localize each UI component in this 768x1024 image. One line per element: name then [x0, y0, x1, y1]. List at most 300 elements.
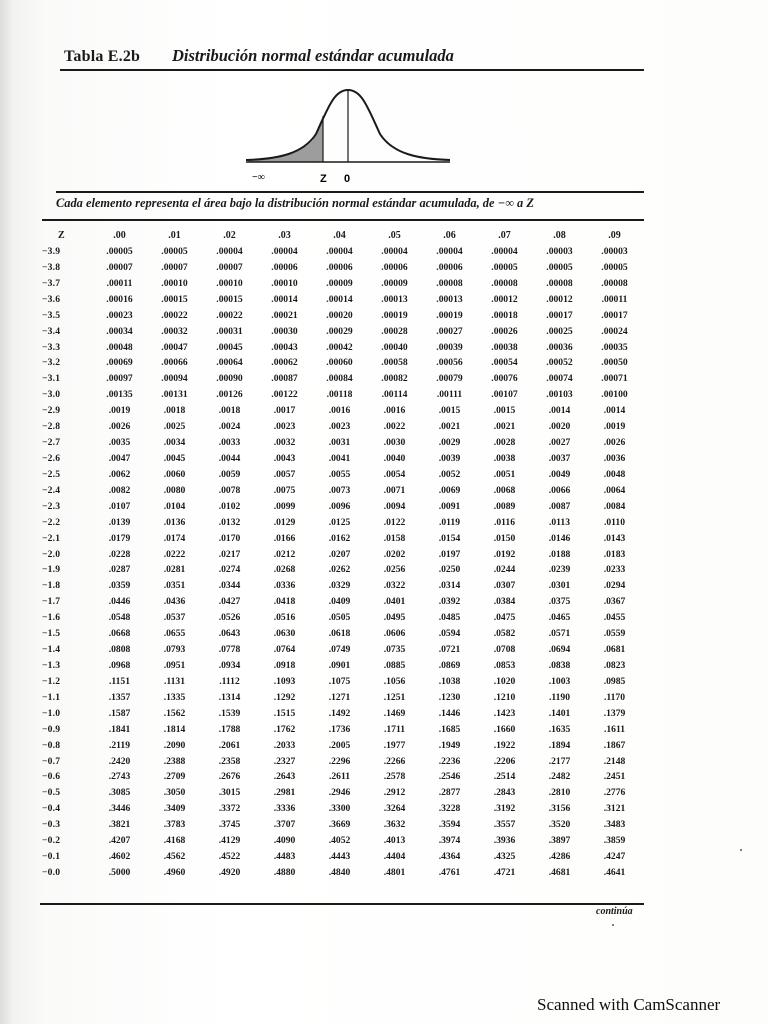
probability-cell: .0060 [163, 468, 186, 480]
probability-cell: .00023 [106, 309, 133, 321]
z-value-cell: −0.1 [42, 851, 61, 863]
probability-cell: .0057 [273, 468, 296, 480]
probability-cell: .00014 [326, 293, 353, 305]
probability-cell: .0427 [218, 596, 241, 608]
probability-cell: .0091 [438, 500, 461, 512]
probability-cell: .3745 [218, 819, 241, 831]
probability-cell: .00048 [106, 341, 133, 353]
probability-cell: .00012 [491, 293, 518, 305]
z-value-cell: −1.6 [42, 612, 61, 624]
header-z: Z [58, 229, 65, 241]
probability-cell: .0062 [108, 468, 131, 480]
probability-cell: .0239 [548, 564, 571, 576]
probability-cell: .0401 [383, 596, 406, 608]
table-row [42, 801, 642, 817]
probability-cell: .2743 [108, 771, 131, 783]
probability-cell: .00034 [106, 325, 133, 337]
probability-cell: .0559 [603, 628, 626, 640]
probability-cell: .00009 [326, 277, 353, 289]
table-row [42, 562, 642, 578]
probability-cell: .0183 [603, 548, 626, 560]
table-heading: Distribución normal estándar acumulada [172, 46, 454, 65]
probability-cell: .3520 [548, 819, 571, 831]
probability-cell: .0526 [218, 612, 241, 624]
z-value-cell: −2.7 [42, 437, 61, 449]
probability-cell: .0022 [383, 421, 406, 433]
probability-cell: .0087 [548, 500, 571, 512]
probability-cell: .4090 [273, 835, 296, 847]
header-top-rule [42, 219, 644, 221]
probability-cell: .0019 [108, 405, 131, 417]
probability-cell: .3336 [273, 803, 296, 815]
probability-cell: .0307 [493, 580, 516, 592]
table-row [42, 658, 642, 674]
probability-cell: .0015 [493, 405, 516, 417]
table-row [42, 451, 642, 467]
probability-cell: .0041 [328, 452, 351, 464]
probability-cell: .0113 [548, 516, 571, 528]
probability-cell: .1210 [493, 691, 516, 703]
table-row [42, 324, 642, 340]
title-underline [60, 69, 644, 71]
probability-cell: .2709 [163, 771, 186, 783]
probability-cell: .00011 [106, 277, 133, 289]
probability-cell: .0119 [438, 516, 461, 528]
probability-cell: .0838 [548, 659, 571, 671]
probability-cell: .2578 [383, 771, 406, 783]
probability-cell: .4960 [163, 866, 186, 878]
table-row [42, 340, 642, 356]
header-col: .03 [278, 229, 291, 241]
probability-cell: .0039 [438, 452, 461, 464]
probability-cell: .0571 [548, 628, 571, 640]
probability-cell: .00040 [381, 341, 408, 353]
probability-cell: .1539 [218, 707, 241, 719]
table-row [42, 499, 642, 515]
table-row [42, 754, 642, 770]
probability-cell: .0017 [273, 405, 296, 417]
table-row [42, 547, 642, 563]
probability-cell: .00084 [326, 373, 353, 385]
probability-cell: .1151 [108, 675, 131, 687]
z-value-cell: −0.5 [42, 787, 61, 799]
neg-inf-label: −∞ [252, 172, 265, 183]
probability-cell: .00006 [271, 261, 298, 273]
probability-cell: .00097 [106, 373, 133, 385]
probability-cell: .2388 [163, 755, 186, 767]
probability-cell: .0014 [603, 405, 626, 417]
probability-cell: .0268 [273, 564, 296, 576]
page-edge-shadow [0, 0, 14, 1024]
probability-cell: .1515 [273, 707, 296, 719]
probability-cell: .4443 [328, 851, 351, 863]
probability-cell: .1736 [328, 723, 351, 735]
header-col: .08 [553, 229, 566, 241]
probability-cell: .0036 [603, 452, 626, 464]
probability-cell: .0455 [603, 612, 626, 624]
probability-cell: .00013 [381, 293, 408, 305]
probability-cell: .3300 [328, 803, 351, 815]
probability-cell: .0032 [273, 437, 296, 449]
probability-cell: .0207 [328, 548, 351, 560]
z-value-cell: −1.0 [42, 707, 61, 719]
probability-cell: .00032 [161, 325, 188, 337]
probability-cell: .00079 [436, 373, 463, 385]
probability-cell: .0047 [108, 452, 131, 464]
probability-cell: .00050 [601, 357, 628, 369]
probability-cell: .0122 [383, 516, 406, 528]
probability-cell: .2327 [273, 755, 296, 767]
probability-cell: .0054 [383, 468, 406, 480]
probability-cell: .0059 [218, 468, 241, 480]
probability-cell: .0146 [548, 532, 571, 544]
header-col: .05 [388, 229, 401, 241]
header-col: .00 [113, 229, 126, 241]
probability-cell: .00126 [216, 389, 243, 401]
probability-cell: .3821 [108, 819, 131, 831]
header-col: .09 [608, 229, 621, 241]
probability-cell: .1446 [438, 707, 461, 719]
z-value-cell: −3.3 [42, 341, 61, 353]
table-body [42, 244, 642, 881]
camscanner-watermark: Scanned with CamScanner [537, 995, 721, 1014]
probability-cell: .0064 [603, 484, 626, 496]
probability-cell: .00010 [216, 277, 243, 289]
probability-cell: .2810 [548, 787, 571, 799]
probability-cell: .00038 [491, 341, 518, 353]
probability-cell: .0869 [438, 659, 461, 671]
z-value-cell: −0.2 [42, 835, 61, 847]
probability-cell: .0052 [438, 468, 461, 480]
probability-cell: .2643 [273, 771, 296, 783]
probability-cell: .00004 [326, 246, 353, 257]
probability-cell: .0116 [493, 516, 516, 528]
probability-cell: .0301 [548, 580, 571, 592]
probability-cell: .00004 [436, 246, 463, 257]
z-value-cell: −2.9 [42, 405, 61, 417]
table-header-row [42, 226, 642, 244]
probability-cell: .1401 [548, 707, 571, 719]
probability-cell: .0043 [273, 452, 296, 464]
probability-cell: .0228 [108, 548, 131, 560]
probability-cell: .1587 [108, 707, 131, 719]
probability-cell: .0023 [273, 421, 296, 433]
probability-cell: .0681 [603, 644, 626, 656]
table-row [42, 642, 642, 658]
probability-cell: .1170 [603, 691, 626, 703]
probability-cell: .00019 [381, 309, 408, 321]
z-value-cell: −1.5 [42, 628, 61, 640]
probability-cell: .00007 [161, 261, 188, 273]
probability-cell: .00135 [106, 389, 133, 401]
header-col: .01 [168, 229, 181, 241]
table-caption: Cada elemento representa el área bajo la distribución normal estándar acumulada, de −∞ a Z [56, 196, 534, 210]
probability-cell: .00090 [216, 373, 243, 385]
probability-cell: .00094 [161, 373, 188, 385]
probability-cell: .0166 [273, 532, 296, 544]
probability-cell: .0174 [163, 532, 186, 544]
probability-cell: .1112 [219, 675, 240, 687]
table-row [42, 578, 642, 594]
probability-cell: .2776 [603, 787, 626, 799]
probability-cell: .00012 [546, 293, 573, 305]
probability-cell: .00111 [436, 389, 463, 401]
probability-cell: .0322 [383, 580, 406, 592]
probability-cell: .1562 [163, 707, 186, 719]
probability-cell: .00025 [546, 325, 573, 337]
probability-cell: .2420 [108, 755, 131, 767]
probability-cell: .1093 [273, 675, 296, 687]
probability-cell: .0222 [163, 548, 186, 560]
table-bottom-rule [40, 903, 644, 905]
probability-cell: .4522 [218, 851, 241, 863]
probability-cell: .00122 [271, 389, 298, 401]
probability-cell: .00069 [106, 357, 133, 369]
probability-cell: .4880 [273, 866, 296, 878]
table-row [42, 403, 642, 419]
probability-cell: .00008 [436, 277, 463, 289]
probability-cell: .00042 [326, 341, 353, 353]
probability-cell: .00005 [601, 261, 628, 273]
probability-cell: .00035 [601, 341, 628, 353]
z-value-cell: −2.0 [42, 548, 61, 560]
probability-cell: .0019 [603, 421, 626, 433]
probability-cell: .3192 [493, 803, 516, 815]
probability-cell: .00015 [216, 293, 243, 305]
probability-cell: .3372 [218, 803, 241, 815]
probability-cell: .4013 [383, 835, 406, 847]
table-row [42, 387, 642, 403]
probability-cell: .0446 [108, 596, 131, 608]
table-row [42, 610, 642, 626]
probability-cell: .0256 [383, 564, 406, 576]
probability-cell: .1131 [163, 675, 186, 687]
table-row [42, 355, 642, 371]
probability-cell: .00016 [106, 293, 133, 305]
probability-cell: .2090 [163, 739, 186, 751]
table-row [42, 276, 642, 292]
table-row [42, 706, 642, 722]
probability-cell: .0031 [328, 437, 351, 449]
z-value-cell: −1.3 [42, 659, 61, 671]
probability-cell: .00074 [546, 373, 573, 385]
z-value-cell: −3.0 [42, 389, 61, 401]
table-title [62, 46, 642, 68]
probability-cell: .0035 [108, 437, 131, 449]
probability-cell: .00020 [326, 309, 353, 321]
probability-cell: .00045 [216, 341, 243, 353]
probability-cell: .0158 [383, 532, 406, 544]
normal-curve-svg [238, 82, 458, 190]
probability-cell: .1020 [493, 675, 516, 687]
probability-cell: .1841 [108, 723, 131, 735]
probability-cell: .0038 [493, 452, 516, 464]
probability-cell: .0080 [163, 484, 186, 496]
probability-cell: .0125 [328, 516, 351, 528]
probability-cell: .0287 [108, 564, 131, 576]
probability-cell: .0068 [493, 484, 516, 496]
probability-cell: .1003 [548, 675, 571, 687]
probability-cell: .3783 [163, 819, 186, 831]
z-value-cell: −1.1 [42, 691, 61, 703]
probability-cell: .3897 [548, 835, 571, 847]
table-label: Tabla E.2b [64, 48, 141, 65]
probability-cell: .00017 [601, 309, 628, 321]
table-row [42, 371, 642, 387]
probability-cell: .0030 [383, 437, 406, 449]
probability-cell: .00107 [491, 389, 518, 401]
probability-cell: .1038 [438, 675, 461, 687]
probability-cell: .4681 [548, 866, 571, 878]
table-row [42, 674, 642, 690]
z-value-cell: −0.6 [42, 771, 61, 783]
probability-cell: .00024 [601, 325, 628, 337]
probability-cell: .0089 [493, 500, 516, 512]
probability-cell: .00028 [381, 325, 408, 337]
probability-cell: .1423 [493, 707, 516, 719]
z-value-cell: −1.4 [42, 644, 61, 656]
probability-cell: .00017 [546, 309, 573, 321]
probability-cell: .00004 [381, 246, 408, 257]
probability-cell: .4325 [493, 851, 516, 863]
probability-cell: .0055 [328, 468, 351, 480]
normal-curve-figure [238, 82, 458, 190]
dust-speck [612, 924, 614, 926]
probability-cell: .0537 [163, 612, 186, 624]
dust-speck [740, 849, 742, 851]
probability-cell: .00006 [381, 261, 408, 273]
probability-cell: .0015 [438, 405, 461, 417]
probability-cell: .0040 [383, 452, 406, 464]
table-row [42, 483, 642, 499]
probability-cell: .1977 [383, 739, 406, 751]
z-value-cell: −0.0 [42, 866, 61, 878]
table-row [42, 594, 642, 610]
probability-cell: .0853 [493, 659, 516, 671]
table-row [42, 817, 642, 833]
probability-cell: .1492 [328, 707, 351, 719]
probability-cell: .00021 [271, 309, 298, 321]
probability-cell: .0094 [383, 500, 406, 512]
probability-cell: .0084 [603, 500, 626, 512]
z-value-cell: −0.3 [42, 819, 61, 831]
probability-cell: .00004 [216, 246, 243, 257]
probability-cell: .0075 [273, 484, 296, 496]
probability-cell: .0099 [273, 500, 296, 512]
probability-cell: .0643 [218, 628, 241, 640]
probability-cell: .0033 [218, 437, 241, 449]
probability-cell: .0096 [328, 500, 351, 512]
probability-cell: .0069 [438, 484, 461, 496]
probability-cell: .2061 [218, 739, 241, 751]
probability-cell: .2266 [383, 755, 406, 767]
probability-cell: .1251 [383, 691, 406, 703]
probability-cell: .00005 [106, 246, 133, 257]
probability-cell: .00131 [161, 389, 188, 401]
header-col: .04 [333, 229, 346, 241]
probability-cell: .0329 [328, 580, 351, 592]
probability-cell: .1762 [273, 723, 296, 735]
probability-cell: .00010 [271, 277, 298, 289]
probability-cell: .1056 [383, 675, 406, 687]
z-value-cell: −0.9 [42, 723, 61, 735]
probability-cell: .1867 [603, 739, 626, 751]
probability-cell: .00030 [271, 325, 298, 337]
probability-cell: .00031 [216, 325, 243, 337]
probability-cell: .0336 [273, 580, 296, 592]
probability-cell: .0694 [548, 644, 571, 656]
probability-cell: .00027 [436, 325, 463, 337]
probability-cell: .00056 [436, 357, 463, 369]
probability-cell: .1635 [548, 723, 571, 735]
table-row [42, 435, 642, 451]
probability-cell: .0170 [218, 532, 241, 544]
z-value-cell: −2.4 [42, 484, 61, 496]
z-value-cell: −2.3 [42, 500, 61, 512]
probability-cell: .0436 [163, 596, 186, 608]
probability-cell: .00008 [601, 277, 628, 289]
probability-cell: .0078 [218, 484, 241, 496]
probability-cell: .3264 [383, 803, 406, 815]
probability-cell: .2005 [328, 739, 351, 751]
probability-cell: .00004 [491, 246, 518, 257]
probability-cell: .0049 [548, 468, 571, 480]
probability-cell: .00006 [326, 261, 353, 273]
z-value-cell: −2.8 [42, 421, 61, 433]
probability-cell: .0023 [328, 421, 351, 433]
probability-cell: .00052 [546, 357, 573, 369]
probability-cell: .0934 [218, 659, 241, 671]
probability-cell: .0139 [108, 516, 131, 528]
probability-cell: .0314 [438, 580, 461, 592]
probability-cell: .00004 [271, 246, 298, 257]
probability-cell: .2676 [218, 771, 241, 783]
probability-cell: .2611 [328, 771, 351, 783]
probability-cell: .00022 [161, 309, 188, 321]
probability-cell: .0082 [108, 484, 131, 496]
probability-cell: .3707 [273, 819, 296, 831]
probability-cell: .4641 [603, 866, 626, 878]
probability-cell: .0154 [438, 532, 461, 544]
probability-cell: .0582 [493, 628, 516, 640]
probability-cell: .0132 [218, 516, 241, 528]
probability-cell: .1314 [218, 691, 241, 703]
table-row [42, 244, 642, 260]
probability-cell: .00076 [491, 373, 518, 385]
probability-cell: .0418 [273, 596, 296, 608]
probability-cell: .00019 [436, 309, 463, 321]
probability-cell: .0384 [493, 596, 516, 608]
z-value-cell: −3.7 [42, 277, 61, 289]
probability-cell: .0217 [218, 548, 241, 560]
probability-cell: .0901 [328, 659, 351, 671]
probability-cell: .3156 [548, 803, 571, 815]
probability-cell: .3050 [163, 787, 186, 799]
probability-cell: .4801 [383, 866, 406, 878]
probability-cell: .2206 [493, 755, 516, 767]
z-table [42, 226, 642, 881]
table-row [42, 515, 642, 531]
probability-cell: .00036 [546, 341, 573, 353]
probability-cell: .3936 [493, 835, 516, 847]
probability-cell: .4052 [328, 835, 351, 847]
header-col: .06 [443, 229, 456, 241]
probability-cell: .0885 [383, 659, 406, 671]
table-row [42, 833, 642, 849]
probability-cell: .0968 [108, 659, 131, 671]
probability-cell: .00007 [106, 261, 133, 273]
probability-cell: .2358 [218, 755, 241, 767]
